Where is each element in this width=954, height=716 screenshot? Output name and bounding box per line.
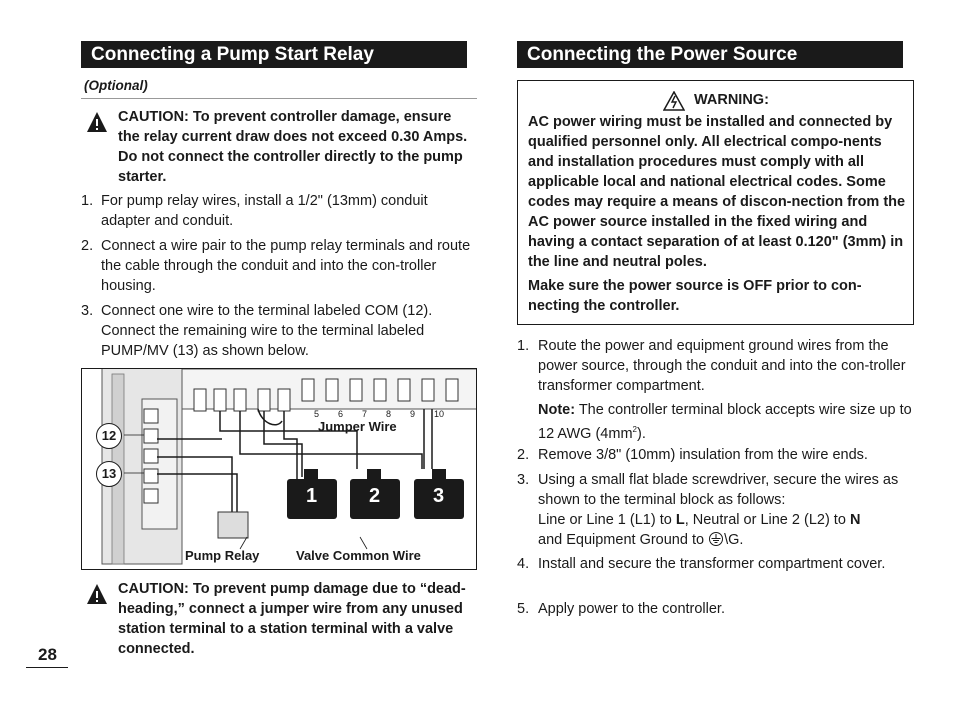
line-text-b: , Neutral or Line 2 (L2) to [684, 512, 850, 528]
section-heading-pump-relay: Connecting a Pump Start Relay [81, 41, 467, 68]
step-1-number: 1. [81, 193, 94, 209]
power-step-1-number: 1. [517, 338, 530, 354]
optional-label: (Optional) [84, 78, 148, 93]
power-step-5-number: 5. [517, 601, 530, 617]
caution-relay-text: CAUTION: To prevent controller damage, ensure the relay current draw does not exceed 0.30 Amps. Do not connect the controller directly to the pump starter. [118, 109, 468, 185]
power-step-3-text: Using a small flat blade screwdriver, secure the wires as shown to the terminal block as follows: [538, 472, 899, 508]
optional-divider [81, 98, 477, 99]
caution-icon [86, 111, 108, 133]
note-label: Note: [538, 402, 576, 418]
ground-G: G [728, 532, 740, 548]
warning-text: AC power wiring must be installed and connected by qualified personnel only. All electrical compo-nents and installation procedures must comply with all applicable local and national electrical codes. Some codes may require a means of discon-nection from the AC power source installed in the fixed wiring and having a contact separation of at least 0.120" (3mm) in the line and neutral poles. [528, 114, 906, 270]
section-heading-power-source: Connecting the Power Source [517, 41, 903, 68]
step-2-number: 2. [81, 238, 94, 254]
callout-13: 13 [96, 461, 122, 487]
line-L: L [675, 512, 685, 528]
power-step-1-note [538, 400, 916, 444]
line-text-a: Line or Line 1 (L1) to [538, 512, 676, 528]
power-step-5-text: Apply power to the controller. [538, 601, 725, 617]
power-step-3-number: 3. [517, 472, 530, 488]
warning-title: WARNING: [694, 92, 769, 108]
valve-3-label: 3 [433, 485, 445, 507]
power-step-3-ground [538, 530, 916, 550]
terminal-number-8: 8 [386, 409, 392, 419]
pump-relay-label: Pump Relay [185, 548, 260, 563]
step-3-number: 3. [81, 303, 94, 319]
note-text: The controller terminal block accepts wire size up to 12 AWG (4mm [538, 402, 912, 442]
wiring-illustration [82, 369, 477, 570]
ground-icon [708, 532, 724, 546]
ground-period: . [739, 532, 744, 548]
power-step-4-number: 4. [517, 556, 530, 572]
power-step-1-text: Route the power and equipment ground wires from the power source, through the conduit and into the con-troller transformer compartment. [538, 338, 906, 394]
line-N: N [849, 512, 861, 528]
ground-slash: \ [724, 532, 729, 548]
ground-text: and Equipment Ground to [538, 532, 709, 548]
terminal-number-7: 7 [362, 409, 368, 419]
warning-box [517, 80, 914, 325]
page-number: 28 [38, 645, 57, 664]
power-step-2-text: Remove 3/8" (10mm) insulation from the wire ends. [538, 447, 868, 463]
step-3-text: Connect one wire to the terminal labeled COM (12). Connect the remaining wire to the terminal labeled PUMP/MV (13) as shown below. [101, 303, 433, 359]
valve-common-wire-label: Valve Common Wire [296, 548, 421, 563]
terminal-number-10: 10 [434, 409, 445, 419]
valve-1-label: 1 [306, 485, 318, 507]
caution-deadheading-text: CAUTION: To prevent pump damage due to “dead-heading,” connect a jumper wire from any unused station terminal to a station terminal with a valve connected. [118, 581, 466, 657]
electrical-warning-icon [663, 91, 685, 111]
step-1-text: For pump relay wires, install a 1/2" (13mm) conduit adapter and conduit. [101, 193, 428, 229]
terminal-number-6: 6 [338, 409, 344, 419]
power-step-3-line-neutral [538, 510, 916, 530]
jumper-wire-label: Jumper Wire [318, 419, 397, 434]
warning-text-power-off: Make sure the power source is OFF prior to con-necting the controller. [528, 278, 862, 314]
power-step-4-text: Install and secure the transformer compartment cover. [538, 556, 886, 572]
caution-icon [86, 583, 108, 605]
page-number-rule [26, 667, 68, 668]
callout-12: 12 [96, 423, 122, 449]
pump-relay-wiring-diagram [81, 368, 477, 570]
valve-2-label: 2 [369, 485, 381, 507]
note-end: ). [637, 425, 646, 442]
terminal-number-5: 5 [314, 409, 320, 419]
power-step-2-number: 2. [517, 447, 530, 463]
step-2-text: Connect a wire pair to the pump relay terminals and route the cable through the conduit and into the con-troller housing. [101, 238, 471, 294]
terminal-number-9: 9 [410, 409, 416, 419]
note-superscript: 2 [632, 425, 637, 434]
